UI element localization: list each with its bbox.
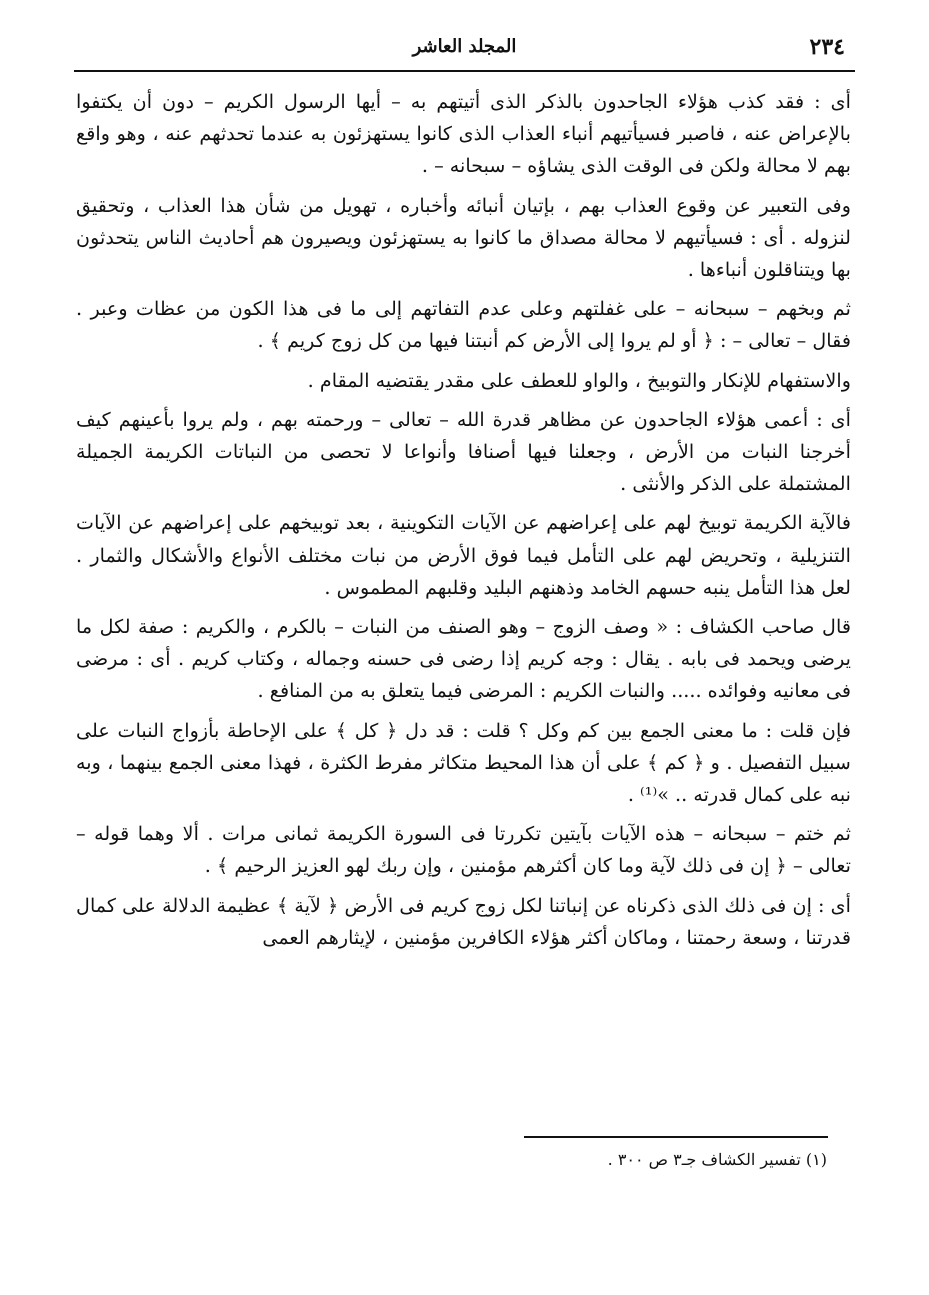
footnote: (١) تفسير الكشاف جـ٣ ص ٣٠٠ . xyxy=(607,1150,827,1169)
running-title: المجلد العاشر xyxy=(412,36,517,57)
paragraph: أى : أعمى هؤلاء الجاحدون عن مظاهر قدرة الله – تعالى – ورحمته بهم ، ولم يروا بأعينهم كيف أخرجنا النبات من الأرض ، وجعلنا فيها أصنافا وأنواعا لا تحصى من النباتات الكريمة الجميلة المشتملة على الذكر والأنثى . xyxy=(76,407,851,496)
paragraph: وفى التعبير عن وقوع العذاب بهم ، بإتيان أنبائه وأخباره ، تهويل من شأن هذا العذاب ، وتحقيق لنزوله . أى : فسيأتيهم لا محالة مصداق ما كانوا به يستهزئون ويصيرون هم أحاديث الناس يتحدثون بها ويتناقلون أنباءها . xyxy=(76,193,851,282)
paragraph: أى : فقد كذب هؤلاء الجاحدون بالذكر الذى أتيتهم به – أيها الرسول الكريم – دون أن يكتفوا بالإعراض عنه ، فاصبر فسيأتيهم أنباء العذاب الذى كانوا يستهزئون به عندما تحدثهم عنه ، وهو واقع بهم لا محالة ولكن فى الوقت الذى يشاؤه – سبحانه – . xyxy=(76,90,851,178)
footnote-rule xyxy=(524,1136,828,1138)
page-number: ٢٣٤ xyxy=(809,34,845,60)
paragraph: فإن قلت : ما معنى الجمع بين كم وكل ؟ قلت : قد دل ﴿ كل ﴾ على الإحاطة بأزواج النبات على سبيل التفصيل . و ﴿ كم ﴾ على أن هذا المحيط متكاثر مفرط الكثرة ، فهذا معنى الجمع بينهما ، وبه نبه على كمال قدرته .. »⁽¹⁾ . xyxy=(76,718,851,807)
paragraph: ثم وبخهم – سبحانه – على غفلتهم وعلى عدم التفاتهم إلى ما فى هذا الكون من عظات وعبر . فقال – تعالى – : ﴿ أو لم يروا إلى الأرض كم أنبتنا فيها من كل زوج كريم ﴾ . xyxy=(76,297,851,353)
page-header xyxy=(78,30,851,66)
paragraph: أى : إن فى ذلك الذى ذكرناه عن إنباتنا لكل زوج كريم فى الأرض ﴿ لآية ﴾ عظيمة الدلالة على كمال قدرتنا ، وسعة رحمتنا ، وماكان أكثر هؤلاء الكافرين مؤمنين ، لإيثارهم العمى xyxy=(76,893,851,949)
paragraph: والاستفهام للإنكار والتوبيخ ، والواو للعطف على مقدر يقتضيه المقام . xyxy=(307,368,851,392)
body-text xyxy=(76,86,851,961)
paragraph: قال صاحب الكشاف : « وصف الزوج – وهو الصنف من النبات – بالكرم ، والكريم : صفة لكل ما يرضى ويحمد فى بابه . يقال : وجه كريم إذا رضى فى حسنه وجماله ، وكتاب كريم . أى : مرضى فى معانيه وفوائده ..... والنبات الكريم : المرضى فيما يتعلق به من المنافع . xyxy=(76,615,851,703)
paragraph: ثم ختم – سبحانه – هذه الآيات بآيتين تكررتا فى السورة الكريمة ثمانى مرات . ألا وهما قوله – تعالى – ﴿ إن فى ذلك لآية وما كان أكثرهم مؤمنين ، وإن ربك لهو العزيز الرحيم ﴾ . xyxy=(76,822,851,878)
paragraph: فالآية الكريمة توبيخ لهم على إعراضهم عن الآيات التكوينية ، بعد توبيخهم على إعراضهم عن الآيات التنزيلية ، وتحريض لهم على التأمل فيما فوق الأرض من نبات مختلف الأنواع والأشكال والثمار . لعل هذا التأمل ينبه حسهم الخامد وذهنهم البليد وقلبهم المطموس . xyxy=(76,511,851,599)
header-rule xyxy=(74,70,855,72)
